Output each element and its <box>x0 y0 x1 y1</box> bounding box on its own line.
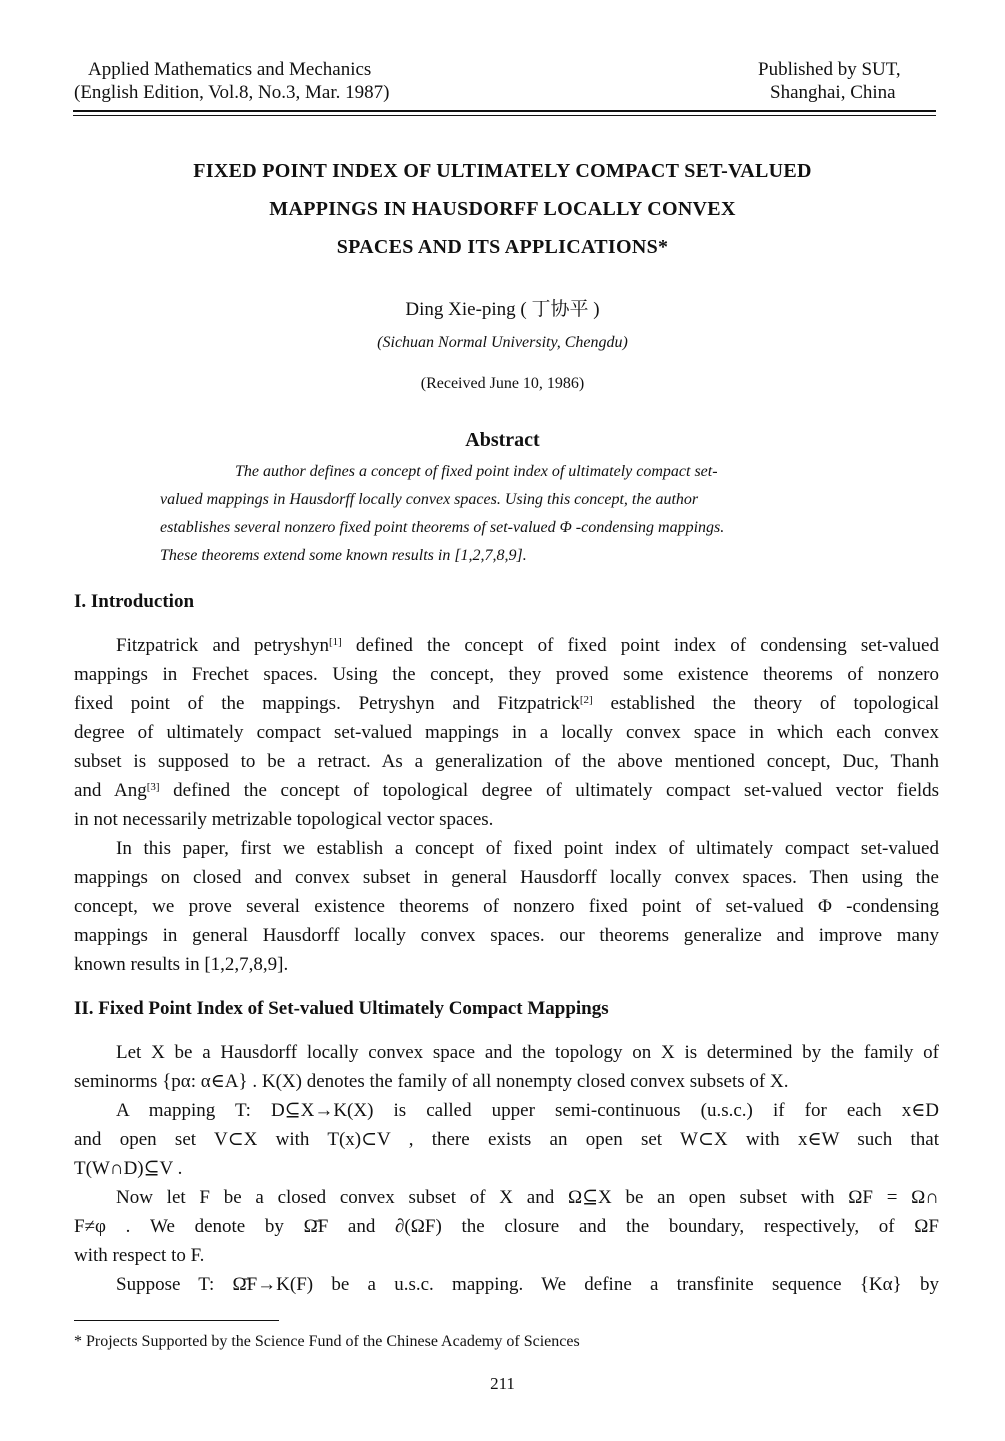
title-line-1: FIXED POINT INDEX OF ULTIMATELY COMPACT SET-VALUED <box>193 160 812 182</box>
text-line: Let X be a Hausdorff locally convex space and the topology on X is determined by the family of <box>116 1042 939 1063</box>
text-line: known results in [1,2,7,8,9]. <box>74 954 289 975</box>
text-line: mappings in Frechet spaces. Using the concept, they proved some existence theorems of nonzero <box>74 664 939 685</box>
footnote-rule <box>74 1320 279 1321</box>
citation: [3] <box>146 781 160 793</box>
text: fixed point of the mappings. Petryshyn and Fitzpatrick <box>74 693 580 714</box>
text: established the theory of topological <box>592 693 940 714</box>
text-line: and open set V⊂X with T(x)⊂V , there exists an open set W⊂X with x∈W such that <box>74 1129 939 1150</box>
text-line: subset is supposed to be a retract. As a generalization of the above mentioned concept, Duc, Thanh <box>74 751 939 772</box>
abstract-line-2: valued mappings in Hausdorff locally convex spaces. Using this concept, the author <box>160 491 699 508</box>
citation: [1] <box>328 636 342 648</box>
section-2-heading: II. Fixed Point Index of Set-valued Ultimately Compact Mappings <box>74 998 609 1019</box>
abstract-line-1: The author defines a concept of fixed point index of ultimately compact set- <box>235 463 718 480</box>
text: and Ang <box>74 780 147 801</box>
text-line: concept, we prove several existence theorems of nonzero fixed point of set-valued Φ -condensing <box>74 896 939 917</box>
journal-issue: (English Edition, Vol.8, No.3, Mar. 1987) <box>74 82 390 103</box>
header-rule-bottom <box>73 115 936 116</box>
header-rule-top <box>73 110 936 112</box>
text: Fitzpatrick and petryshyn <box>116 635 329 656</box>
page-number: 211 <box>490 1374 515 1393</box>
abstract-line-4: These theorems extend some known results in [1,2,7,8,9]. <box>160 547 527 564</box>
text-line: A mapping T: D⊆X→K(X) is called upper semi-continuous (u.s.c.) if for each x∈D <box>116 1100 939 1121</box>
section-2-body <box>74 1038 939 1299</box>
abstract-heading: Abstract <box>465 429 540 451</box>
text-line: with respect to F. <box>74 1245 205 1266</box>
received-date: (Received June 10, 1986) <box>420 375 585 392</box>
affiliation: (Sichuan Normal University, Chengdu) <box>377 334 628 351</box>
section-1-heading: I. Introduction <box>74 591 195 612</box>
publisher: Published by SUT, <box>758 59 901 80</box>
title-line-3: SPACES AND ITS APPLICATIONS* <box>336 236 669 258</box>
author: Ding Xie-ping ( 丁协平 ) <box>405 299 600 320</box>
text-line: degree of ultimately compact set-valued mappings in a locally convex space in which each convex <box>74 722 939 743</box>
text-line: Now let F be a closed convex subset of X and Ω⊆X be an open subset with ΩF = Ω∩ <box>116 1187 939 1208</box>
text-line: In this paper, first we establish a concept of fixed point index of ultimately compact set-valued <box>116 838 939 859</box>
journal-name: Applied Mathematics and Mechanics <box>88 59 372 80</box>
abstract-line-3: establishes several nonzero fixed point theorems of set-valued Φ -condensing mappings. <box>160 519 725 536</box>
text: defined the concept of topological degree of ultimately compact set-valued vector fields <box>159 780 939 801</box>
text-line: T(W∩D)⊆V . <box>74 1158 183 1179</box>
text-line: Suppose T: Ω̄F→K(F) be a u.s.c. mapping. We define a transfinite sequence {Kα} by <box>116 1274 939 1295</box>
text-line: mappings in general Hausdorff locally convex spaces. our theorems generalize and improve many <box>74 925 939 946</box>
publisher-location: Shanghai, China <box>770 82 896 103</box>
text-line: F≠φ . We denote by Ω̄F and ∂(ΩF) the closure and the boundary, respectively, of ΩF <box>74 1216 939 1237</box>
text-line: in not necessarily metrizable topological vector spaces. <box>74 809 494 830</box>
footnote: * Projects Supported by the Science Fund of the Chinese Academy of Sciences <box>74 1333 580 1350</box>
citation: [2] <box>579 694 593 706</box>
text-line: mappings on closed and convex subset in general Hausdorff locally convex spaces. Then using the <box>74 867 939 888</box>
section-1-paragraph-1 <box>74 631 939 834</box>
text: defined the concept of fixed point index of condensing set-valued <box>341 635 939 656</box>
abstract-body <box>160 458 850 570</box>
title-line-2: MAPPINGS IN HAUSDORFF LOCALLY CONVEX <box>269 198 736 220</box>
text-line: seminorms {pα: α∈A} . K(X) denotes the family of all nonempty closed convex subsets of X. <box>74 1071 789 1092</box>
section-1-paragraph-2 <box>74 834 939 979</box>
